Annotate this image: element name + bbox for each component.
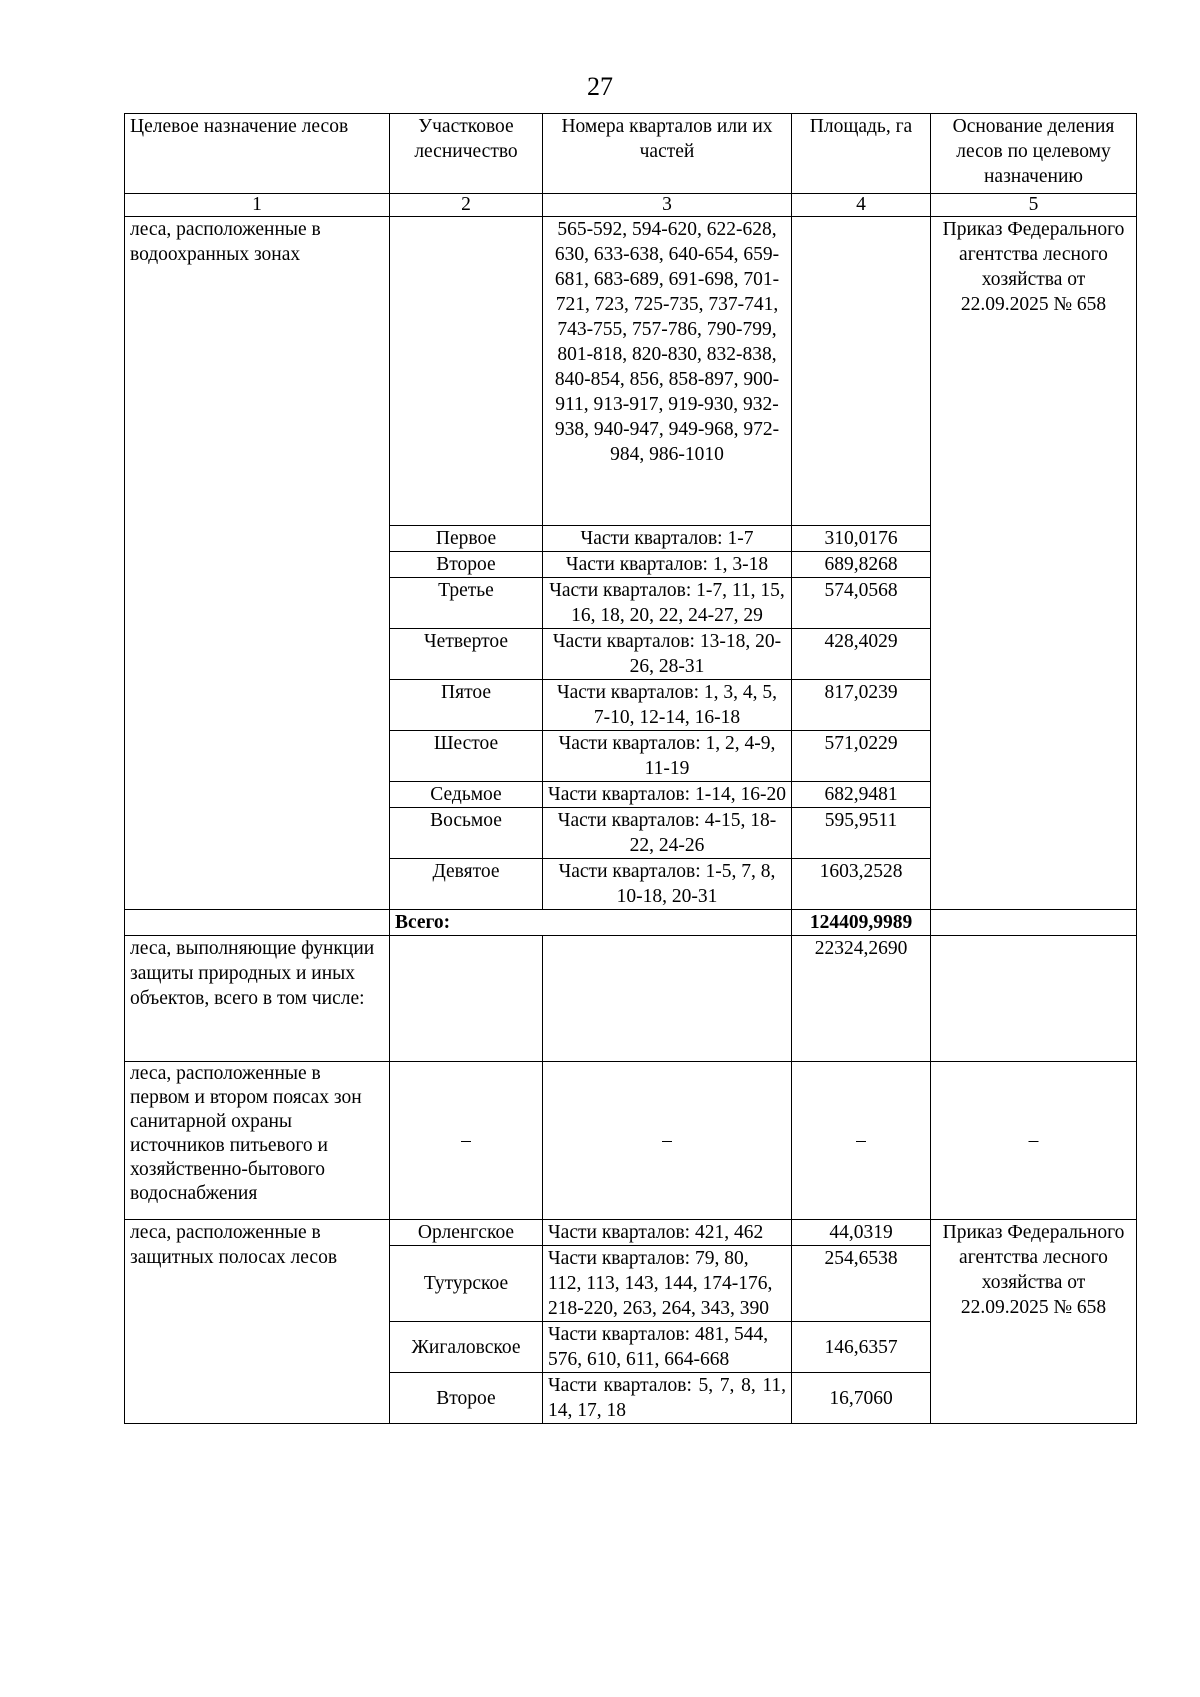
table-row <box>125 1062 1137 1220</box>
area-cell: 22324,2690 <box>792 936 931 1062</box>
table-row <box>125 217 1137 526</box>
quarters-cell: – <box>543 1062 792 1220</box>
column-number: 2 <box>390 194 543 217</box>
quarters-cell: Части кварталов: 481, 544, 576, 610, 611, 664-668 <box>543 1322 792 1373</box>
area-cell: 682,9481 <box>792 782 931 808</box>
forestry-cell: Пятое <box>390 680 543 731</box>
forestry-cell: Четвертое <box>390 629 543 680</box>
area-cell: 1603,2528 <box>792 859 931 910</box>
quarters-cell: Части кварталов: 79, 80, 112, 113, 143, 144, 174-176, 218-220, 263, 264, 343, 390 <box>543 1246 792 1322</box>
quarters-cell: Части кварталов: 4-15, 18-22, 24-26 <box>543 808 792 859</box>
purpose-cell: леса, расположенные в водоохранных зонах <box>125 217 390 910</box>
basis-cell <box>931 910 1137 936</box>
quarters-cell: Части кварталов: 5, 7, 8, 11, 14, 17, 18 <box>543 1373 792 1424</box>
forestry-cell: Второе <box>390 552 543 578</box>
forestry-cell: Жигаловское <box>390 1322 543 1373</box>
purpose-cell: леса, расположенные в первом и втором поясах зон санитарной охраны источников питьевого и хозяйственно-бытового водоснабжения <box>125 1062 390 1220</box>
forestry-cell: Тутурское <box>390 1246 543 1322</box>
area-cell: 689,8268 <box>792 552 931 578</box>
basis-cell: Приказ Федерального агентства лесного хозяйства от 22.09.2025 № 658 <box>931 1220 1137 1424</box>
quarters-cell: Части кварталов: 1, 2, 4-9, 11-19 <box>543 731 792 782</box>
header-forestry: Участковое лесничество <box>390 114 543 194</box>
forestry-cell: Восьмое <box>390 808 543 859</box>
purpose-cell <box>125 910 390 936</box>
quarters-cell <box>543 936 792 1062</box>
forestry-cell: Орленгское <box>390 1220 543 1246</box>
purpose-cell: леса, расположенные в защитных полосах лесов <box>125 1220 390 1424</box>
header-area: Площадь, га <box>792 114 931 194</box>
column-number: 1 <box>125 194 390 217</box>
quarters-cell: Части кварталов: 1-7, 11, 15, 16, 18, 20, 22, 24-27, 29 <box>543 578 792 629</box>
column-number: 3 <box>543 194 792 217</box>
quarters-cell: Части кварталов: 1, 3, 4, 5, 7-10, 12-14, 16-18 <box>543 680 792 731</box>
area-cell: 254,6538 <box>792 1246 931 1322</box>
page-number: 27 <box>587 72 613 101</box>
column-number: 5 <box>931 194 1137 217</box>
basis-cell: – <box>931 1062 1137 1220</box>
area-cell: 595,9511 <box>792 808 931 859</box>
forestry-cell <box>390 217 543 526</box>
forestry-cell <box>390 936 543 1062</box>
header-quarters: Номера кварталов или их частей <box>543 114 792 194</box>
forestry-cell: Третье <box>390 578 543 629</box>
column-number-row <box>125 194 1137 217</box>
header-purpose: Целевое назначение лесов <box>125 114 390 194</box>
quarters-cell: Части кварталов: 1-7 <box>543 526 792 552</box>
forestry-cell: Седьмое <box>390 782 543 808</box>
area-cell: 310,0176 <box>792 526 931 552</box>
forestry-cell: Девятое <box>390 859 543 910</box>
quarters-cell: 565-592, 594-620, 622-628, 630, 633-638, 640-654, 659-681, 683-689, 691-698, 701-721, 723, 725-735, 737-741, 743-755, 757-786, 790-799, 801-818, 820-830, 832-838, 840-854, 856, 858-897, 900-911, 913-917, 919-930, 932-938, 940-947, 949-968, 972-984, 986-1010 <box>543 217 792 526</box>
quarters-cell: Части кварталов: 1, 3-18 <box>543 552 792 578</box>
table-row <box>125 1220 1137 1246</box>
area-cell: 16,7060 <box>792 1373 931 1424</box>
area-cell: 146,6357 <box>792 1322 931 1373</box>
area-cell: 44,0319 <box>792 1220 931 1246</box>
table-header-row <box>125 114 1137 194</box>
forestry-cell: Шестое <box>390 731 543 782</box>
purpose-cell: леса, выполняющие функции защиты природных и иных объектов, всего в том числе: <box>125 936 390 1062</box>
area-cell: 428,4029 <box>792 629 931 680</box>
area-cell <box>792 217 931 526</box>
quarters-cell: Части кварталов: 1-14, 16-20 <box>543 782 792 808</box>
total-label: Всего: <box>390 910 792 936</box>
column-number: 4 <box>792 194 931 217</box>
quarters-cell: Части кварталов: 13-18, 20-26, 28-31 <box>543 629 792 680</box>
forestry-cell: Второе <box>390 1373 543 1424</box>
total-row <box>125 910 1137 936</box>
forest-purpose-table <box>124 113 1137 1424</box>
area-cell: 571,0229 <box>792 731 931 782</box>
forestry-cell: – <box>390 1062 543 1220</box>
total-area: 124409,9989 <box>792 910 931 936</box>
area-cell: – <box>792 1062 931 1220</box>
quarters-cell: Части кварталов: 1-5, 7, 8, 10-18, 20-31 <box>543 859 792 910</box>
header-basis: Основание деления лесов по целевому назначению <box>931 114 1137 194</box>
area-cell: 574,0568 <box>792 578 931 629</box>
quarters-cell: Части кварталов: 421, 462 <box>543 1220 792 1246</box>
basis-cell <box>931 936 1137 1062</box>
area-cell: 817,0239 <box>792 680 931 731</box>
forestry-cell: Первое <box>390 526 543 552</box>
table-row <box>125 936 1137 1062</box>
basis-cell: Приказ Федерального агентства лесного хозяйства от 22.09.2025 № 658 <box>931 217 1137 910</box>
